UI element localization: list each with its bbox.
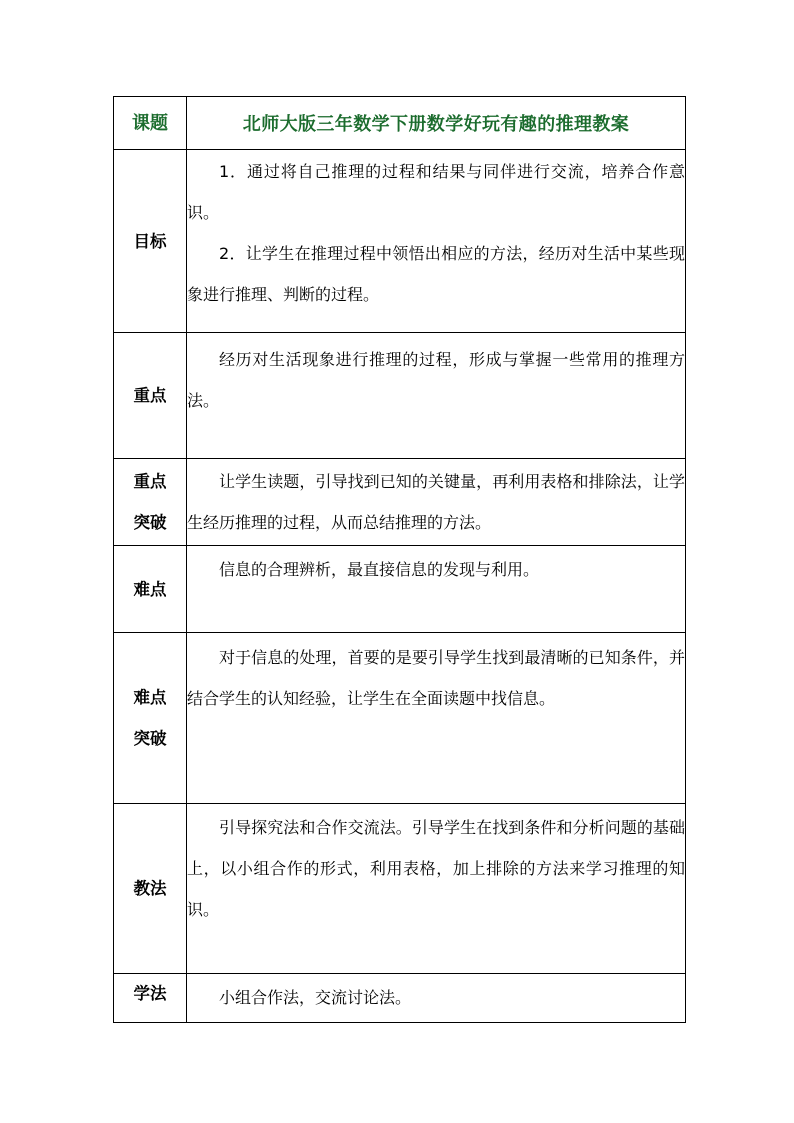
difficulty-breakthrough-content bbox=[187, 633, 686, 804]
key-breakthrough-label-line-2: 突破 bbox=[133, 513, 167, 532]
lesson-plan-table bbox=[113, 96, 686, 1023]
difficulty-breakthrough-row bbox=[114, 633, 686, 804]
goal-paragraph-2: 2．让学生在推理过程中领悟出相应的方法，经历对生活中某些现象进行推理、判断的过程。 bbox=[187, 244, 685, 304]
learning-method-paragraph: 小组合作法，交流讨论法。 bbox=[219, 988, 412, 1007]
key-breakthrough-label-line-1: 重点 bbox=[133, 472, 167, 491]
title-row bbox=[114, 97, 686, 150]
teaching-method-label: 教法 bbox=[114, 804, 187, 974]
key-breakthrough-row bbox=[114, 459, 686, 546]
key-breakthrough-label bbox=[114, 459, 187, 546]
learning-method-row bbox=[114, 974, 686, 1023]
teaching-method-content bbox=[187, 804, 686, 974]
teaching-method-paragraph: 引导探究法和合作交流法。引导学生在找到条件和分析问题的基础上，以小组合作的形式，利用表格，加上排除的方法来学习推理的知识。 bbox=[187, 818, 685, 919]
key-point-row bbox=[114, 333, 686, 459]
goal-content bbox=[187, 150, 686, 333]
difficulty-breakthrough-label bbox=[114, 633, 187, 804]
key-point-content bbox=[187, 333, 686, 459]
difficulty-paragraph: 信息的合理辨析，最直接信息的发现与利用。 bbox=[219, 560, 540, 579]
teaching-method-row bbox=[114, 804, 686, 974]
difficulty-breakthrough-paragraph: 对于信息的处理，首要的是要引导学生找到最清晰的已知条件，并结合学生的认知经验，让学生在全面读题中找信息。 bbox=[187, 648, 685, 708]
goal-label: 目标 bbox=[114, 150, 187, 333]
difficulty-content bbox=[187, 546, 686, 633]
title-label: 课题 bbox=[114, 97, 187, 150]
key-breakthrough-content bbox=[187, 459, 686, 546]
learning-method-content bbox=[187, 974, 686, 1023]
goal-row bbox=[114, 150, 686, 333]
key-point-label: 重点 bbox=[114, 333, 187, 459]
difficulty-breakthrough-label-line-2: 突破 bbox=[133, 729, 167, 748]
key-point-paragraph: 经历对生活现象进行推理的过程，形成与掌握一些常用的推理方法。 bbox=[187, 350, 685, 410]
learning-method-label: 学法 bbox=[114, 974, 187, 1023]
difficulty-breakthrough-label-line-1: 难点 bbox=[133, 688, 167, 707]
difficulty-label: 难点 bbox=[114, 546, 187, 633]
goal-paragraph-1: 1．通过将自己推理的过程和结果与同伴进行交流，培养合作意识。 bbox=[187, 162, 685, 222]
difficulty-row bbox=[114, 546, 686, 633]
key-breakthrough-paragraph: 让学生读题，引导找到已知的关键量，再利用表格和排除法，让学生经历推理的过程，从而总结推理的方法。 bbox=[187, 472, 685, 532]
lesson-title: 北师大版三年数学下册数学好玩有趣的推理教案 bbox=[187, 97, 686, 150]
